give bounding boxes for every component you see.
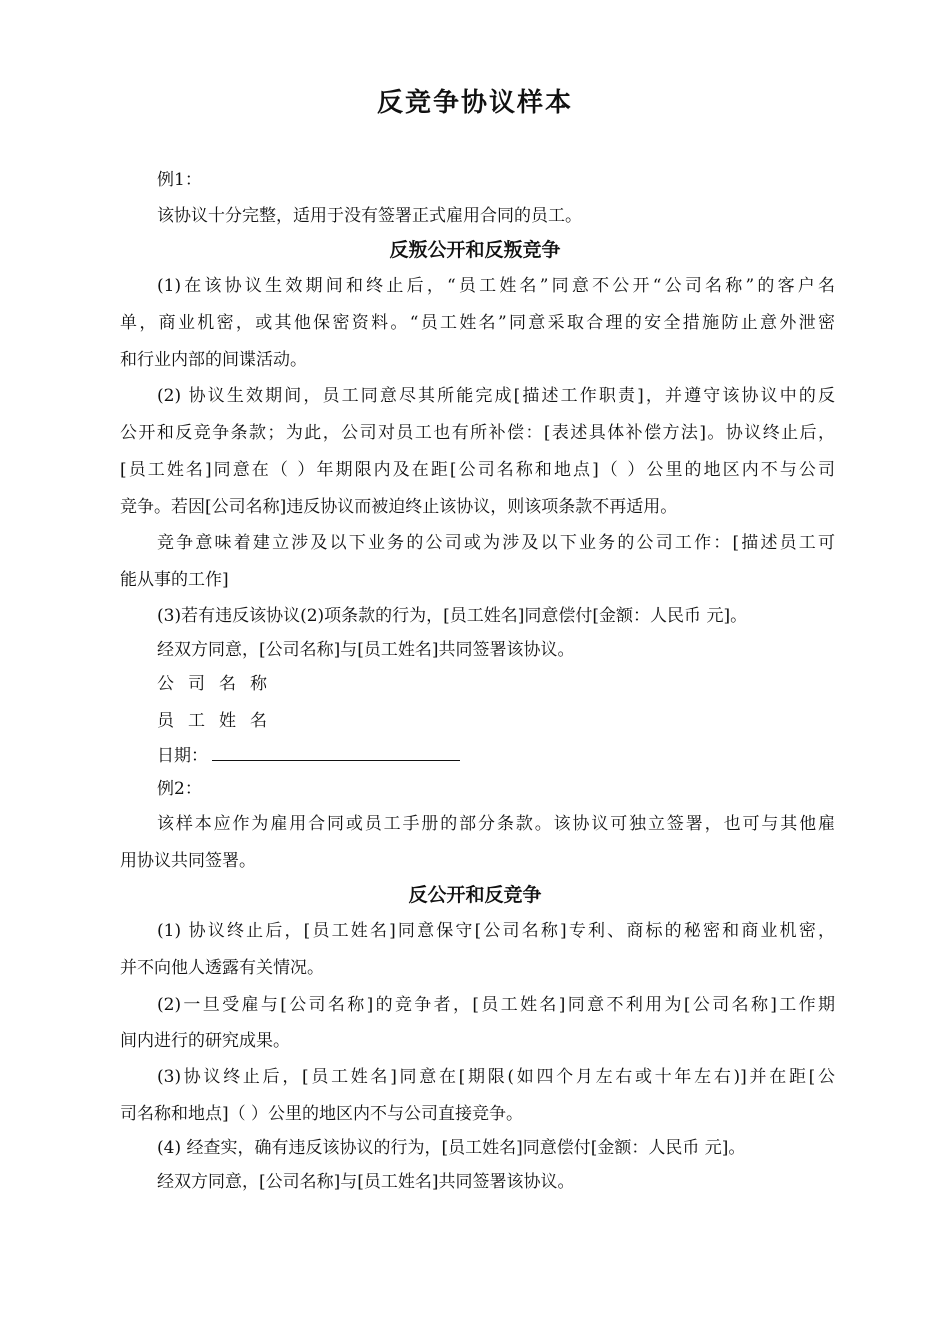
paragraph-line: (1)在该协议生效期间和终止后，“员工姓名”同意不公开“公司名称”的客户名 <box>157 276 835 296</box>
company-name-signature: 公司名称 <box>157 674 281 694</box>
paragraph-line: 竞争。若因[公司名称]违反协议而被迫终止该协议，则该项条款不再适用。 <box>120 497 678 517</box>
paragraph-line: 用协议共同签署。 <box>120 851 256 871</box>
date-label: 日期： <box>157 746 208 766</box>
paragraph-line: 和行业内部的间谍活动。 <box>120 350 307 370</box>
paragraph-line: (2) 协议生效期间，员工同意尽其所能完成[描述工作职责]，并遵守该协议中的反 <box>157 386 835 406</box>
example-2-label: 例2： <box>157 779 202 799</box>
paragraph-line: 能从事的工作] <box>120 570 229 590</box>
paragraph-line: (3)协议终止后，[员工姓名]同意在[期限(如四个月左右或十年左右)]并在距[公 <box>157 1067 835 1087</box>
paragraph-line: [员工姓名]同意在（ ）年期限内及在距[公司名称和地点]（ ）公里的地区内不与公司 <box>120 460 835 480</box>
paragraph-line: 经双方同意，[公司名称]与[员工姓名]共同签署该协议。 <box>157 640 575 660</box>
date-line <box>157 741 835 766</box>
date-blank <box>212 745 460 761</box>
paragraph-line: 间内进行的研究成果。 <box>120 1031 290 1051</box>
paragraph-line: 并不向他人透露有关情况。 <box>120 958 324 978</box>
example-2-heading: 反公开和反竞争 <box>408 884 542 906</box>
employee-name-signature: 员工姓名 <box>157 711 281 731</box>
paragraph-line: (2)一旦受雇与[公司名称]的竞争者，[员工姓名]同意不利用为[公司名称]工作期 <box>157 995 835 1015</box>
paragraph-line: 司名称和地点]（ ）公里的地区内不与公司直接竞争。 <box>120 1104 524 1124</box>
paragraph-line: 经双方同意，[公司名称]与[员工姓名]共同签署该协议。 <box>157 1172 575 1192</box>
paragraph-line: (4) 经查实，确有违反该协议的行为，[员工姓名]同意偿付[金额：人民币 元]。 <box>157 1138 746 1158</box>
paragraph-line: 公开和反竞争条款；为此，公司对员工也有所补偿：[表述具体补偿方法]。协议终止后， <box>120 423 835 443</box>
paragraph-line: (3)若有违反该协议(2)项条款的行为，[员工姓名]同意偿付[金额：人民币 元]。 <box>157 606 748 626</box>
example-1-intro: 该协议十分完整，适用于没有签署正式雇用合同的员工。 <box>157 206 582 226</box>
document-title: 反竞争协议样本 <box>376 88 573 118</box>
paragraph-line: 该样本应作为雇用合同或员工手册的部分条款。该协议可独立签署，也可与其他雇 <box>157 814 835 834</box>
example-1-label: 例1： <box>157 170 202 190</box>
example-1-heading: 反叛公开和反叛竞争 <box>389 239 561 261</box>
paragraph-line: (1) 协议终止后，[员工姓名]同意保守[公司名称]专利、商标的秘密和商业机密， <box>157 921 835 941</box>
paragraph-line: 单，商业机密，或其他保密资料。“员工姓名”同意采取合理的安全措施防止意外泄密 <box>120 313 835 333</box>
paragraph-line: 竞争意味着建立涉及以下业务的公司或为涉及以下业务的公司工作：[描述员工可 <box>157 533 835 553</box>
